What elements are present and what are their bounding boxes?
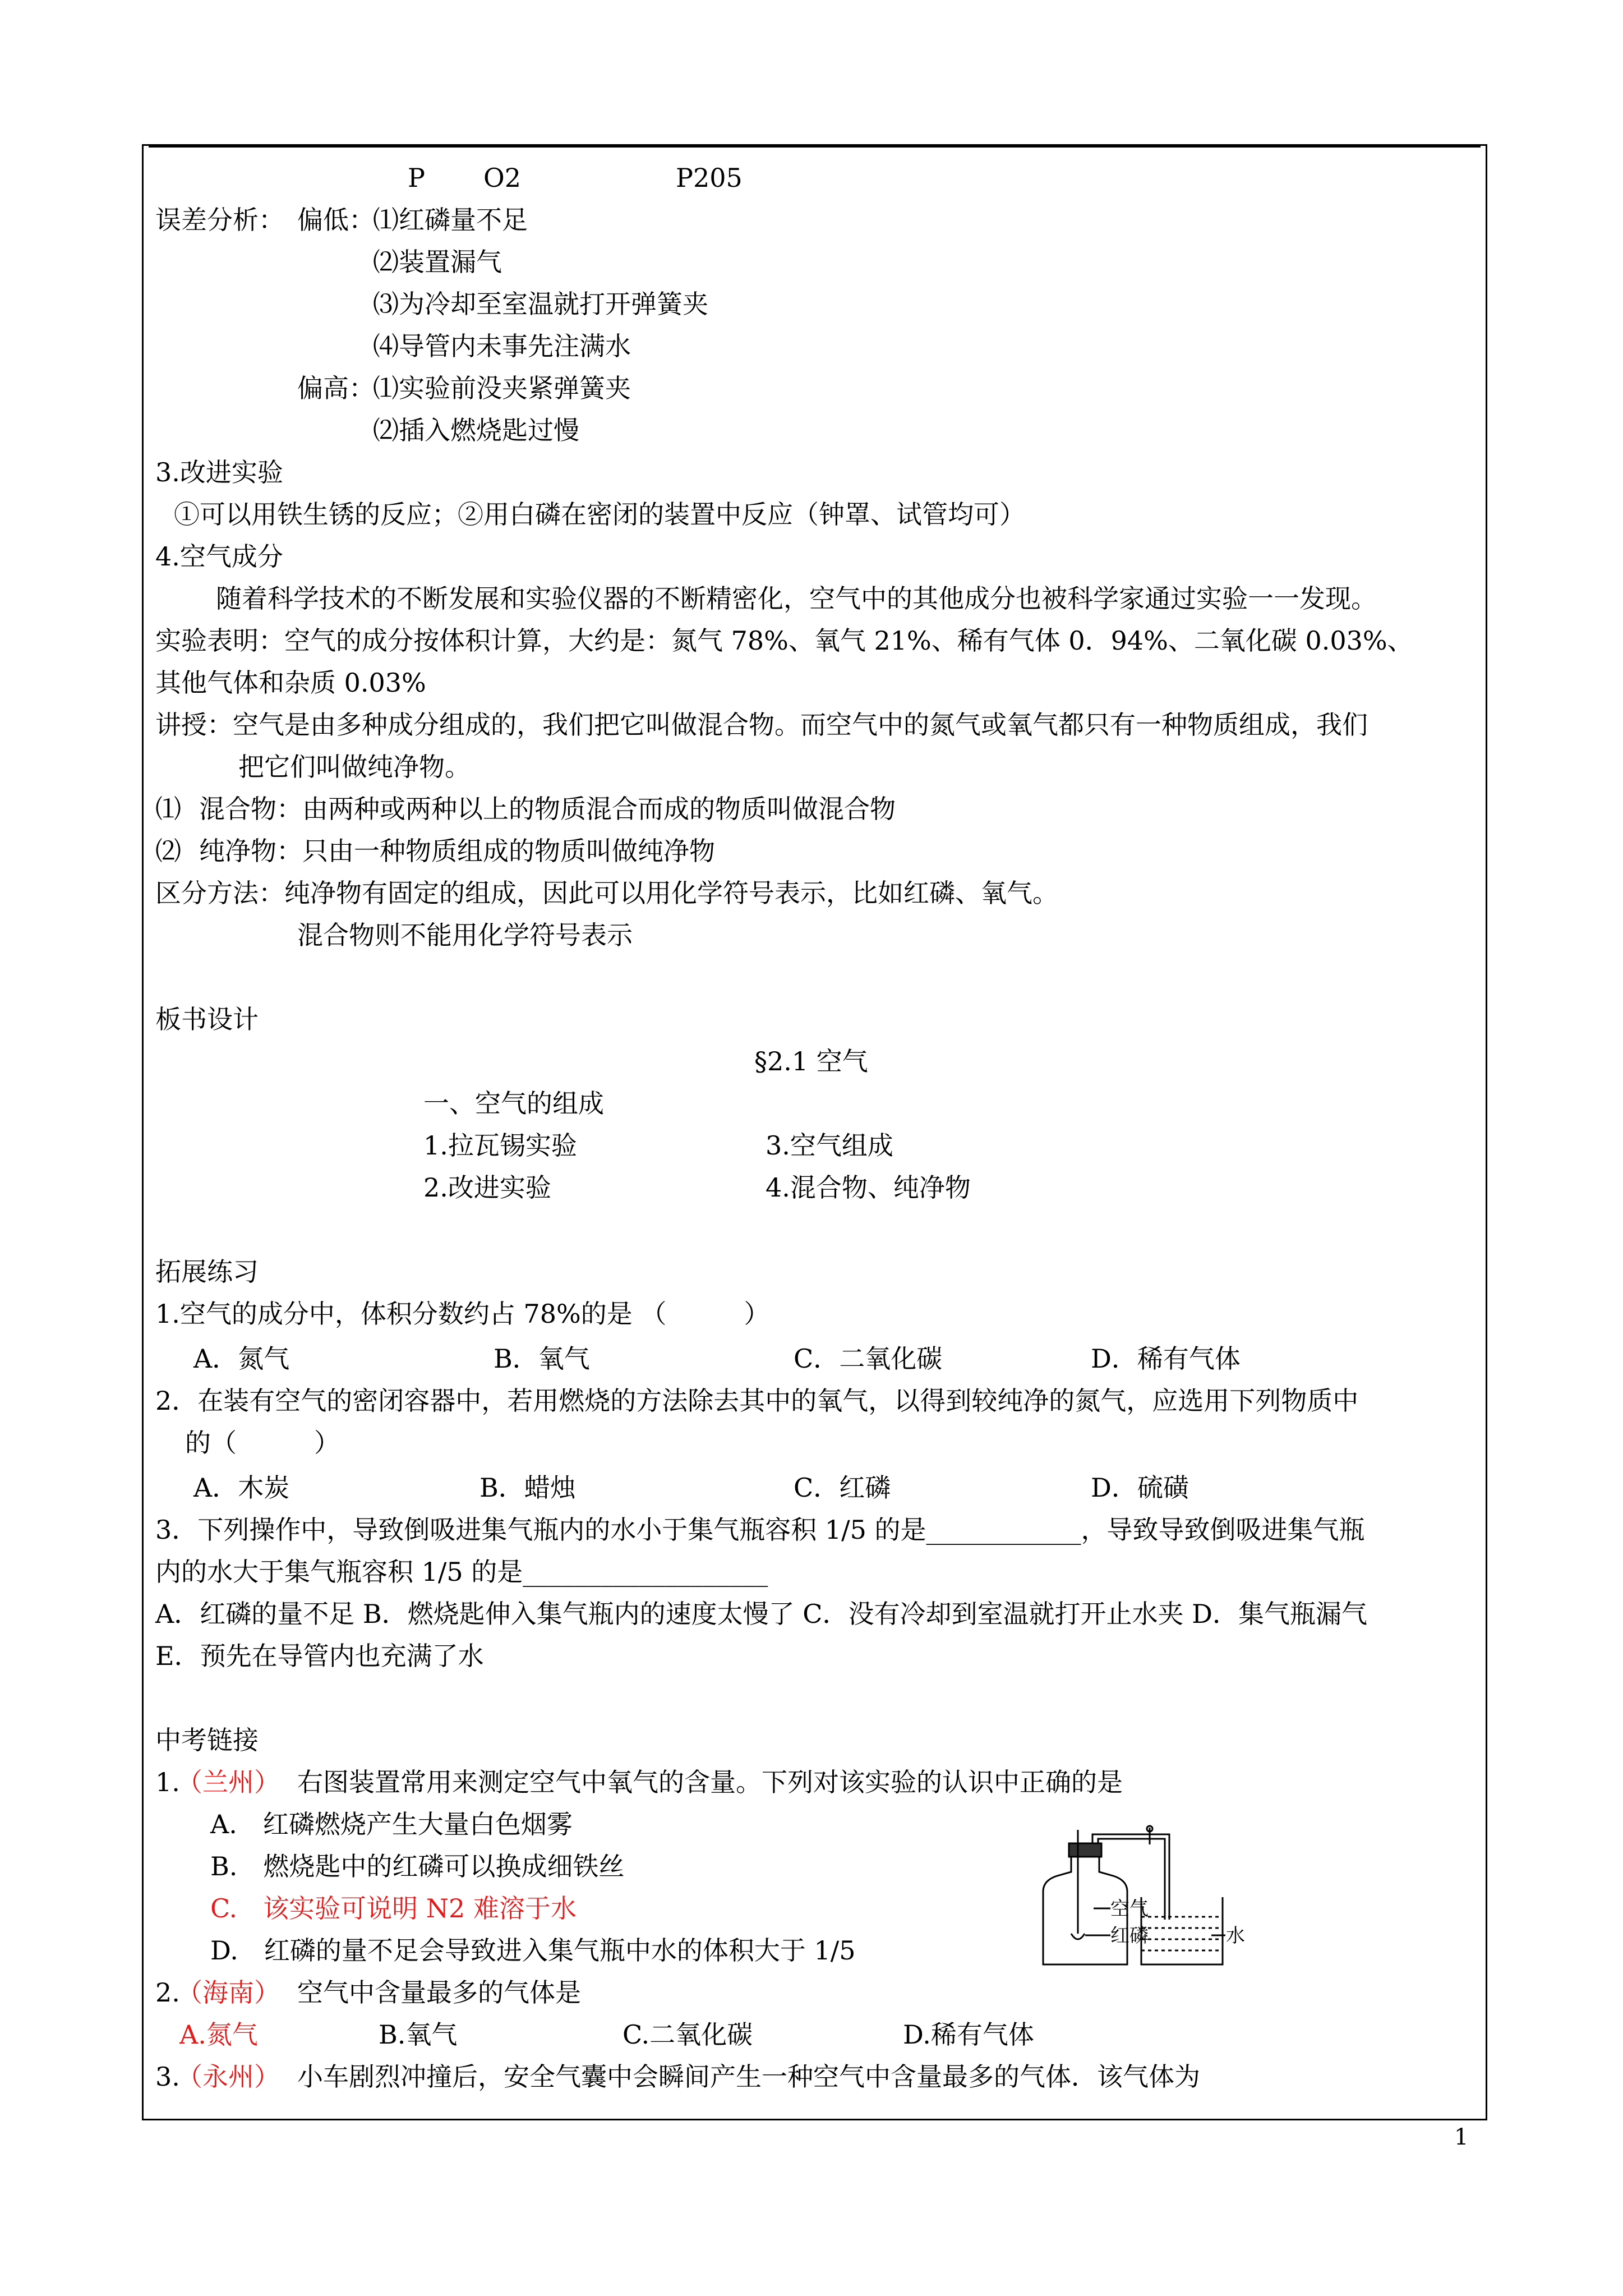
option: C.二氧化碳: [623, 2019, 753, 2050]
air-composition-line: 实验表明：空气的成分按体积计算，大约是：氮气 78%、氧气 21%、稀有气体 0．94%、二氧化碳 0.03%、: [155, 625, 1413, 656]
definition-mixture: 混合物：由两种或两种以上的物质混合而成的物质叫做混合物: [199, 794, 896, 824]
section-heading-board: 板书设计: [155, 1004, 259, 1034]
section-heading-practice: 拓展练习: [155, 1257, 259, 1287]
exam-question-text: 小车剧烈冲撞后，安全气囊中会瞬间产生一种空气中含量最多的气体．该气体为: [297, 2062, 1200, 2092]
error-low-label: 偏低：: [297, 205, 375, 235]
section-heading-exam: 中考链接: [155, 1725, 259, 1755]
option: D．稀有气体: [1091, 1343, 1241, 1374]
error-high-item: ⑴实验前没夹紧弹簧夹: [373, 373, 631, 403]
page-number: 1: [1454, 2124, 1469, 2150]
definition-number: ⑵: [155, 836, 181, 866]
option: B．蜡烛: [479, 1473, 576, 1503]
diagram-label-air: 空气: [1110, 1898, 1149, 1920]
exam-question-number: 3.: [155, 2062, 180, 2092]
option: B.氧气: [379, 2019, 458, 2050]
header-p205: P205: [676, 163, 743, 193]
board-item: 3.空气组成: [766, 1130, 893, 1161]
practice-question: 内的水大于集气瓶容积 1/5 的是___________________: [155, 1557, 768, 1587]
option: A．木炭: [193, 1473, 290, 1503]
error-low-item: ⑴红磷量不足: [373, 205, 528, 235]
option: C．红磷: [794, 1473, 891, 1503]
option-correct: C. 该实验可说明 N2 难溶于水: [210, 1893, 577, 1924]
definition-pure: 纯净物：只由一种物质组成的物质叫做纯净物: [199, 836, 715, 866]
option: C．二氧化碳: [794, 1343, 943, 1374]
definition-number: ⑴: [155, 794, 181, 824]
option: A．氮气: [193, 1343, 290, 1374]
option: B．氧气: [494, 1343, 590, 1374]
option: D．硫磺: [1091, 1473, 1189, 1503]
board-title: §2.1 空气: [754, 1046, 868, 1076]
option-correct: A.氮气: [179, 2019, 258, 2050]
exam-question-text: 右图装置常用来测定空气中氧气的含量。下列对该实验的认识中正确的是: [297, 1767, 1123, 1797]
practice-options-line: E．预先在导管内也充满了水: [155, 1641, 484, 1671]
error-high-label: 偏高：: [297, 373, 375, 403]
option: D.稀有气体: [903, 2019, 1034, 2050]
practice-question: 的（ ）: [185, 1428, 340, 1458]
exam-question-source: （海南）: [177, 1977, 280, 2008]
board-item: 2.改进实验: [423, 1172, 551, 1203]
board-subheading: 一、空气的组成: [423, 1088, 604, 1119]
air-composition-line: 其他气体和杂质 0.03%: [155, 668, 426, 698]
lecture-line: 讲授：空气是由多种成分组成的，我们把它叫做混合物。而空气中的氮气或氧气都只有一种物质组成，我们: [155, 710, 1368, 740]
air-paragraph: 随着科学技术的不断发展和实验仪器的不断精密化，空气中的其他成分也被科学家通过实验一一发现。: [216, 583, 1377, 614]
distinguish-line: 混合物则不能用化学符号表示: [297, 920, 633, 950]
exam-question-number: 1.: [155, 1767, 180, 1797]
exam-question-source: （兰州）: [177, 1767, 280, 1797]
exam-question-number: 2.: [155, 1977, 180, 2008]
diagram-label-phosphorus: 红磷: [1110, 1925, 1149, 1947]
practice-question: 2．在装有空气的密闭容器中，若用燃烧的方法除去其中的氧气，以得到较纯净的氮气，应选用下列物质中: [155, 1386, 1359, 1416]
practice-options-line: A．红磷的量不足 B．燃烧匙伸入集气瓶内的速度太慢了 C．没有冷却到室温就打开止水夹 D．集气瓶漏气: [155, 1599, 1367, 1629]
diagram-label-water: 水: [1226, 1925, 1245, 1947]
error-low-item: ⑵装置漏气: [373, 247, 502, 277]
lecture-line: 把它们叫做纯净物。: [238, 752, 471, 782]
header-o2: O2: [483, 163, 521, 193]
error-low-item: ⑷导管内未事先注满水: [373, 331, 631, 361]
improve-text: ①可以用铁生锈的反应；②用白磷在密闭的装置中反应（钟罩、试管均可）: [174, 499, 1025, 530]
oxygen-measurement-apparatus: [1032, 1824, 1256, 1976]
section-heading-air: 4.空气成分: [155, 541, 283, 572]
distinguish-line: 区分方法：纯净物有固定的组成，因此可以用化学符号表示，比如红磷、氧气。: [155, 878, 1058, 908]
exam-question-text: 空气中含量最多的气体是: [297, 1977, 581, 2008]
option: B. 燃烧匙中的红磷可以换成细铁丝: [210, 1851, 625, 1881]
practice-question: 3．下列操作中，导致倒吸进集气瓶内的水小于集气瓶容积 1/5 的是____________，导致导致倒吸进集气瓶: [155, 1515, 1365, 1545]
section-heading-improve: 3.改进实验: [155, 457, 283, 487]
option: A. 红磷燃烧产生大量白色烟雾: [210, 1809, 573, 1839]
error-high-item: ⑵插入燃烧匙过慢: [373, 415, 579, 445]
error-analysis-label: 误差分析：: [155, 205, 284, 235]
exam-question-source: （永州）: [177, 2062, 280, 2092]
board-item: 1.拉瓦锡实验: [423, 1130, 577, 1161]
header-p: P: [408, 163, 425, 193]
option: D. 红磷的量不足会导致进入集气瓶中水的体积大于 1/5: [210, 1935, 856, 1966]
error-low-item: ⑶为冷却至室温就打开弹簧夹: [373, 289, 708, 319]
practice-question: 1.空气的成分中，体积分数约占 78%的是 （ ）: [155, 1299, 770, 1329]
board-item: 4.混合物、纯净物: [766, 1172, 971, 1203]
